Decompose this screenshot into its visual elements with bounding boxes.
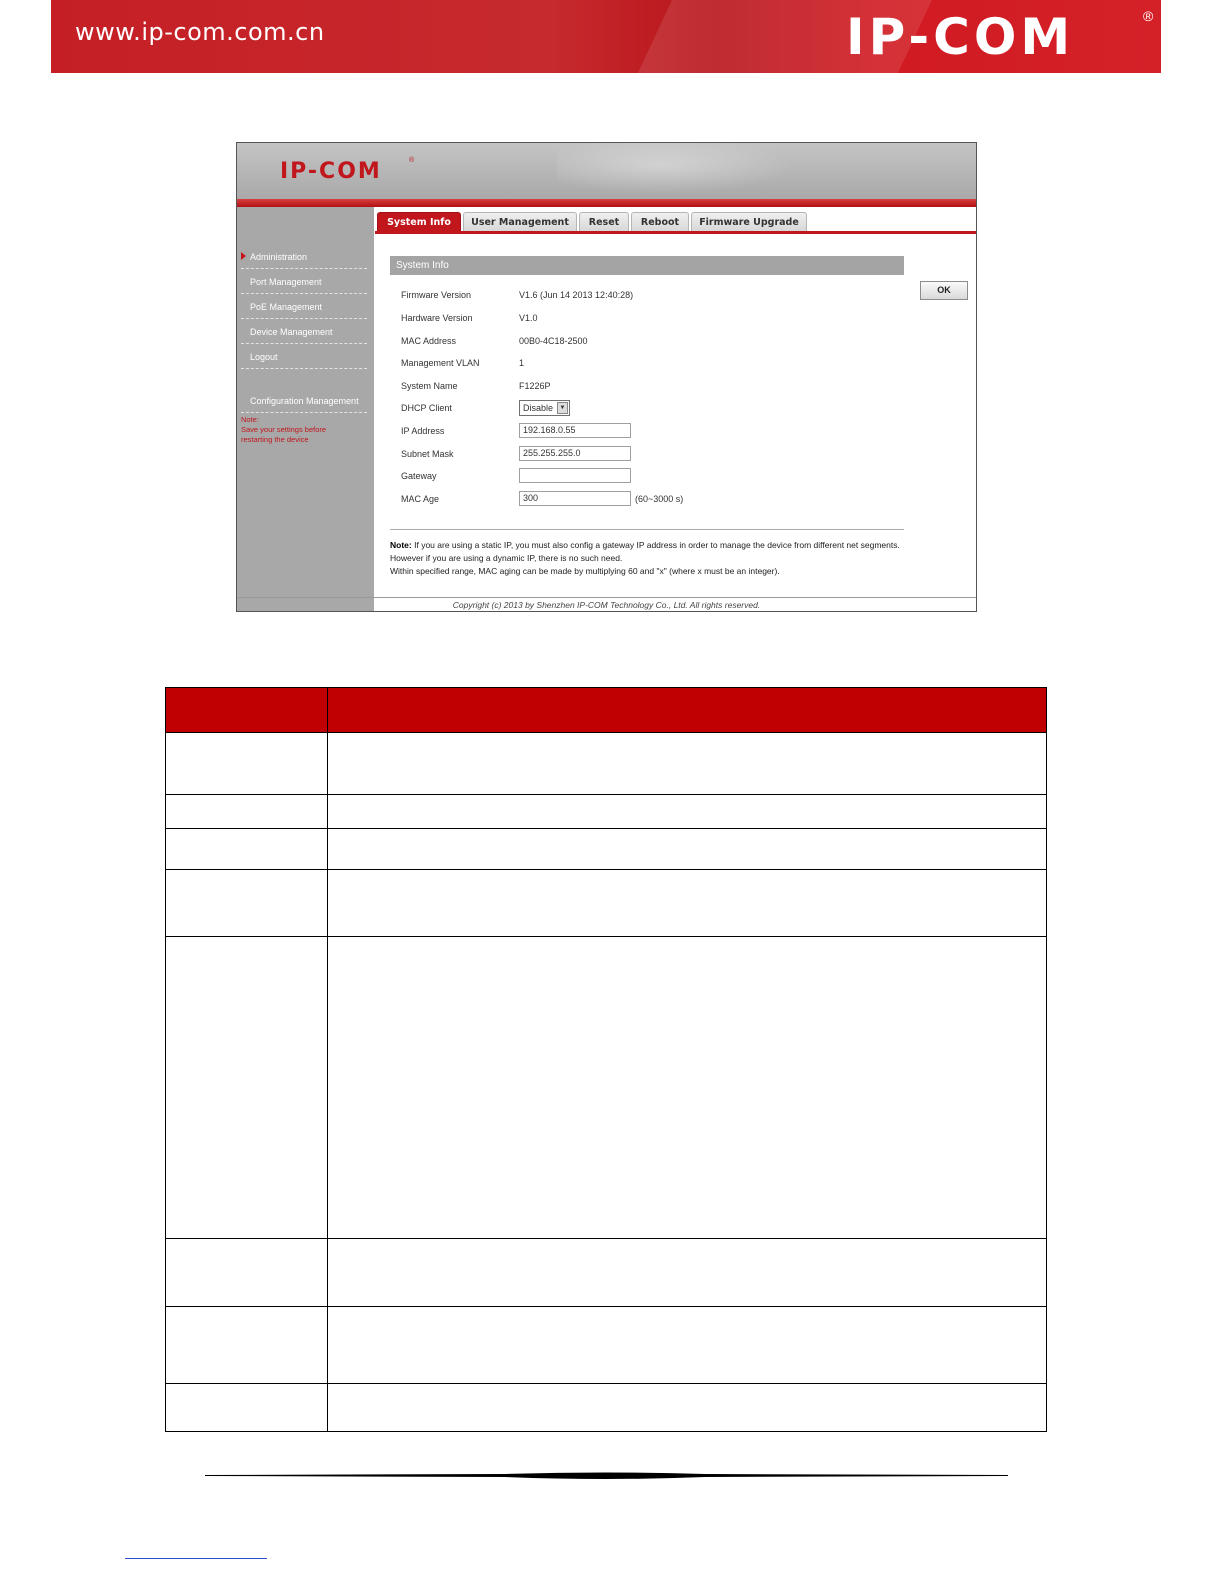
page-banner <box>51 0 1161 73</box>
tab-system-info[interactable]: System Info <box>377 212 461 232</box>
sidebar-note-body: Save your settings before restarting the device <box>241 425 327 444</box>
row-mac-age <box>401 491 921 507</box>
section-title: System Info <box>390 256 904 275</box>
row-firmware-version <box>401 287 921 303</box>
tab-reset[interactable]: Reset <box>579 212 629 232</box>
field-label: IP Address <box>401 426 445 436</box>
field-label: Hardware Version <box>401 313 473 323</box>
hardware-version-value: V1.0 <box>519 313 538 323</box>
copyright: Copyright (c) 2013 by Shenzhen IP-COM Technology Co., Ltd. All rights reserved. <box>237 597 976 611</box>
sidebar-item-logout[interactable] <box>241 345 367 369</box>
row-mac-address <box>401 333 921 349</box>
sidebar-item-poe-management[interactable] <box>241 295 367 319</box>
ip-address-input[interactable]: 192.168.0.55 <box>519 423 631 438</box>
table-cell <box>328 1239 1047 1307</box>
table-cell <box>328 829 1047 870</box>
sidebar-item-administration[interactable] <box>241 245 367 269</box>
field-label: DHCP Client <box>401 403 452 413</box>
system-info-panel <box>375 234 976 606</box>
table-row <box>166 829 1047 870</box>
field-label: MAC Address <box>401 336 457 346</box>
table-cell <box>166 733 328 795</box>
row-hardware-version <box>401 310 921 326</box>
ui-logo-registered-mark: ® <box>409 157 415 164</box>
tab-reboot[interactable]: Reboot <box>631 212 689 232</box>
row-gateway <box>401 468 921 484</box>
field-label: Management VLAN <box>401 358 480 368</box>
table-header-row <box>166 688 1047 733</box>
field-label: Gateway <box>401 471 437 481</box>
sidebar-item-label: Administration <box>250 252 308 262</box>
gateway-input[interactable] <box>519 468 631 483</box>
sidebar-item-port-management[interactable] <box>241 270 367 294</box>
footer-divider <box>205 1471 1008 1481</box>
table-cell <box>328 1307 1047 1384</box>
sidebar-item-label: Configuration Management <box>250 396 359 406</box>
sidebar-item-device-management[interactable] <box>241 320 367 344</box>
system-name-value: F1226P <box>519 381 551 391</box>
table-cell <box>328 733 1047 795</box>
table-row <box>166 1239 1047 1307</box>
note-title: Note: <box>390 540 412 550</box>
table-cell <box>166 795 328 829</box>
dhcp-client-selected-value: Disable <box>523 403 554 413</box>
ui-logo: IP-COM <box>280 159 382 184</box>
table-header-cell <box>166 688 328 733</box>
sidebar-item-label: PoE Management <box>250 302 323 312</box>
sidebar-item-label: Logout <box>250 352 278 362</box>
table-cell <box>328 937 1047 1239</box>
table-row <box>166 795 1047 829</box>
mac-age-input[interactable]: 300 <box>519 491 631 506</box>
web-ui-screenshot <box>236 142 977 612</box>
table-row <box>166 1384 1047 1432</box>
table-cell <box>166 1307 328 1384</box>
footer-link-underline[interactable] <box>125 1558 267 1559</box>
description-table <box>165 687 1047 1432</box>
field-label: MAC Age <box>401 494 440 504</box>
sidebar-note-title: Note: <box>241 415 259 424</box>
sidebar-item-label: Device Management <box>250 327 333 337</box>
divider <box>390 529 904 530</box>
row-ip-address <box>401 423 921 439</box>
world-map-decoration <box>557 143 817 199</box>
field-label: Subnet Mask <box>401 449 454 459</box>
sidebar <box>237 207 374 611</box>
table-cell <box>328 795 1047 829</box>
ui-red-bar <box>237 199 976 207</box>
table-header-cell <box>328 688 1047 733</box>
table-cell <box>166 1239 328 1307</box>
firmware-version-value: V1.6 (Jun 14 2013 12:40:28) <box>519 290 634 300</box>
table-row <box>166 733 1047 795</box>
table-cell <box>166 870 328 937</box>
table-cell <box>328 870 1047 937</box>
sidebar-item-label: Port Management <box>250 277 322 287</box>
management-vlan-value: 1 <box>519 358 525 368</box>
sidebar-item-configuration-management[interactable] <box>241 389 367 413</box>
subnet-mask-input[interactable]: 255.255.255.0 <box>519 446 631 461</box>
banner-url: www.ip-com.com.cn <box>75 18 325 46</box>
mac-age-range: (60~3000 s) <box>635 494 684 504</box>
ok-button[interactable]: OK <box>920 281 968 300</box>
active-arrow-icon <box>241 252 246 260</box>
tab-user-management[interactable]: User Management <box>463 212 577 232</box>
table-cell <box>166 937 328 1239</box>
row-system-name <box>401 378 921 394</box>
note <box>390 539 910 578</box>
table-cell <box>328 1384 1047 1432</box>
banner-registered-mark: ® <box>1143 8 1154 24</box>
mac-address-value: 00B0-4C18-2500 <box>519 336 588 346</box>
field-label: System Name <box>401 381 458 391</box>
note-line-2: Within specified range, MAC aging can be made by multiplying 60 and "x" (where x must be an integer). <box>390 566 780 576</box>
table-cell <box>166 1384 328 1432</box>
tab-firmware-upgrade[interactable]: Firmware Upgrade <box>691 212 807 232</box>
row-management-vlan <box>401 355 921 371</box>
ui-header <box>237 143 976 199</box>
table-row <box>166 870 1047 937</box>
banner-logo: IP-COM <box>846 8 1075 66</box>
table-row <box>166 937 1047 1239</box>
chevron-down-icon[interactable]: ▼ <box>557 402 568 414</box>
field-label: Firmware Version <box>401 290 472 300</box>
row-dhcp-client <box>401 400 921 416</box>
table-cell <box>166 829 328 870</box>
table-row <box>166 1307 1047 1384</box>
row-subnet-mask <box>401 446 921 462</box>
note-line-1: If you are using a static IP, you must also config a gateway IP address in order to manage the device from different net segments. However if you are using a dynamic IP, there is no such need. <box>390 540 900 563</box>
dhcp-client-select[interactable] <box>519 400 570 416</box>
tab-bar <box>377 212 977 232</box>
